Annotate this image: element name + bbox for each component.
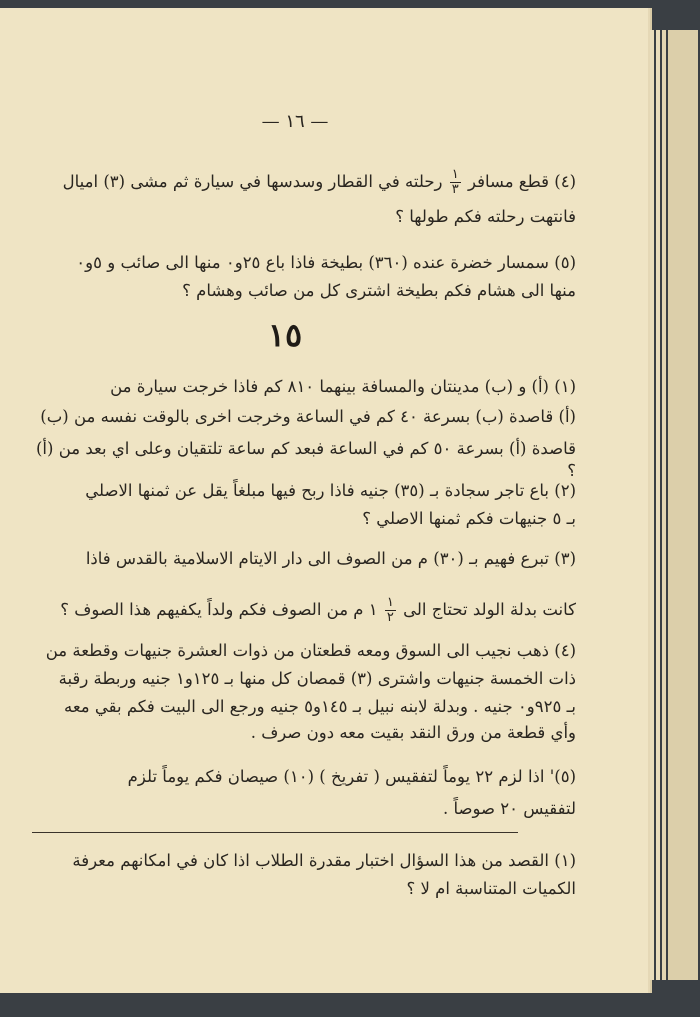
section-number: ١٥ xyxy=(267,316,303,354)
text-segment: (٤) قطع مسافر xyxy=(462,172,576,191)
text-line: بـ ٥ جنيهات فكم ثمنها الاصلي ؟ xyxy=(362,509,576,528)
text-segment: كانت بدلة الولد تحتاج الى xyxy=(397,600,576,619)
fraction-denominator: ٢ xyxy=(386,610,394,625)
page-number: — ١٦ — xyxy=(261,111,329,132)
footnote-divider xyxy=(32,832,518,833)
text-segment: ١ م من الصوف فكم ولداً يكفيهم هذا الصوف ؟ xyxy=(60,600,383,619)
book-page xyxy=(0,8,648,993)
text-segment: رحلته في القطار وسدسها في سيارة ثم مشى (٣) اميال xyxy=(62,172,448,191)
text-line xyxy=(60,596,576,625)
text-line: (٤) ذهب نجيب الى السوق ومعه قطعتان من ذوات العشرة جنيهات وقطعة من xyxy=(45,641,576,660)
text-line: (٣) تبرع فهيم بـ (٣٠) م من الصوف الى دار الايتام الاسلامية بالقدس فاذا xyxy=(85,549,576,568)
text-line: (٥) سمسار خضرة عنده (٣٦٠) بطيخة فاذا باع ٢٥و٠ منها الى صائب و ٥و٠ xyxy=(76,253,576,272)
fraction xyxy=(385,596,396,625)
fraction xyxy=(450,168,461,197)
text-line: (١) القصد من هذا السؤال اختبار مقدرة الطلاب اذا كان في امكانهم معرفة xyxy=(72,851,576,870)
text-line: (٥)' اذا لزم ٢٢ يوماً لتفقيس ( تفريخ ) (١٠) صيصان فكم يوماً تلزم xyxy=(127,767,576,786)
fraction-denominator: ٣ xyxy=(451,182,459,197)
text-line xyxy=(36,168,576,197)
text-line: (١) (أ) و (ب) مدينتان والمسافة بينهما ٨١٠ كم فاذا خرجت سيارة من xyxy=(110,377,576,396)
text-line: فانتهت رحلته فكم طولها ؟ xyxy=(395,207,576,226)
page-edge xyxy=(662,30,666,980)
text-line: (أ) قاصدة (ب) بسرعة ٤٠ كم في الساعة وخرجت اخرى بالوقت نفسه من (ب) xyxy=(40,407,576,426)
fraction-numerator: ١ xyxy=(451,167,459,182)
page-edge xyxy=(650,30,654,980)
text-line: قاصدة (أ) بسرعة ٥٠ كم في الساعة فبعد كم ساعة تلتقيان وعلى اي بعد من (أ) ؟ xyxy=(36,439,576,480)
text-line: منها الى هشام فكم بطيخة اشترى كل من صائب وهشام ؟ xyxy=(182,281,576,300)
text-line: الكميات المتناسبة ام لا ؟ xyxy=(406,879,576,898)
text-line: بـ ٩٢٥و٠ جنيه . وبدلة لابنه نبيل بـ ١٤٥و٥ جنيه ورجع الى البيت فكم بقي معه xyxy=(64,697,576,716)
page-edge xyxy=(656,30,660,980)
fraction-numerator: ١ xyxy=(386,595,394,610)
text-line: (٢) باع تاجر سجادة بـ (٣٥) جنيه فاذا ربح فيها مبلغاً يقل عن ثمنها الاصلي xyxy=(85,481,576,500)
text-line: وأي قطعة من ورق النقد بقيت معه دون صرف . xyxy=(250,723,576,742)
text-line: ذات الخمسة جنيهات واشترى (٣) قمصان كل منها بـ ١٢٥و١ جنيه وربطة رقبة xyxy=(58,669,576,688)
page-edge xyxy=(668,30,698,980)
text-line: لتفقيس ٢٠ صوصاً . xyxy=(442,799,576,818)
